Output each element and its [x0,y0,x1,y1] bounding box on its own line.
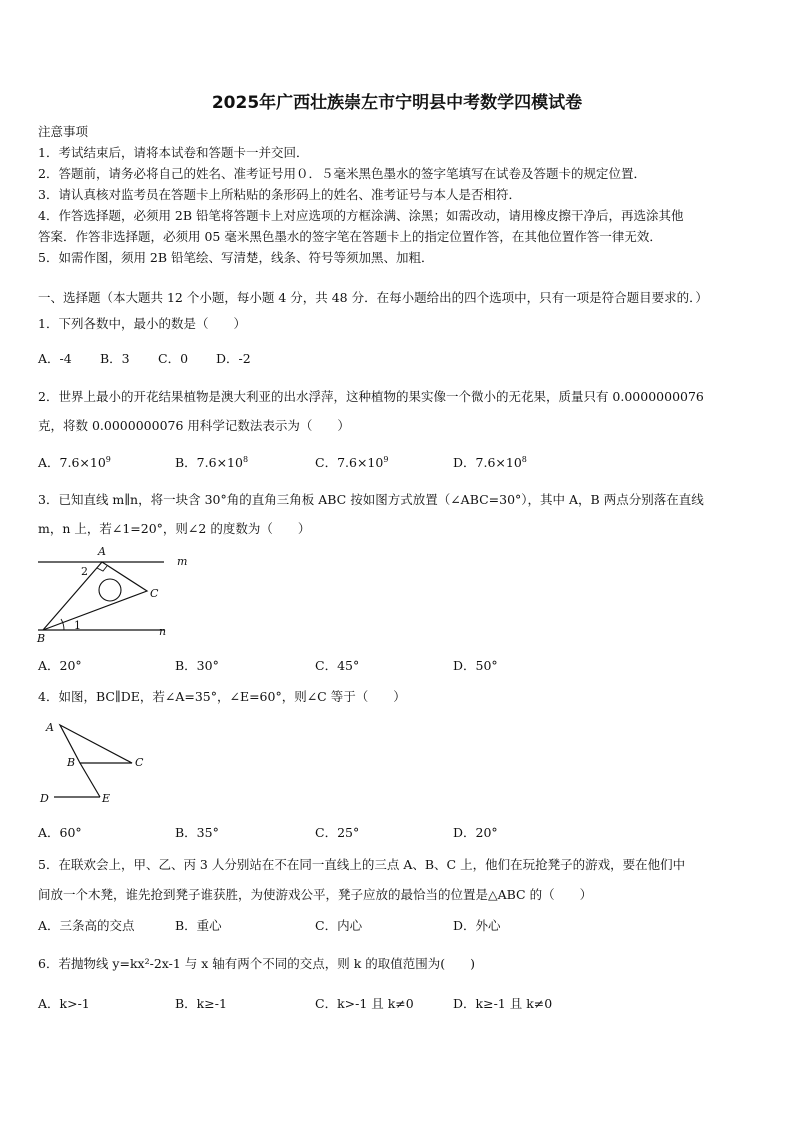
question-2-stem: 2．世界上最小的开花结果植物是澳大利亚的出水浮萍，这种植物的果实像一个微小的无花果，质量只有 0.0000000076 [38,389,704,404]
q6-option-b: B．k≥-1 [175,996,227,1011]
q3-option-c: C．45° [315,658,360,673]
q3-figure [34,545,204,645]
question-3-stem: m，n 上，若∠1=20°，则∠2 的度数为（ ） [38,521,311,536]
q3-option-a: A．20° [38,658,82,673]
q6-option-c: C．k>-1 且 k≠0 [315,996,414,1011]
label-d: D [40,792,49,805]
label-a: A [98,545,106,558]
q4-option-b: B．35° [175,825,219,840]
question-3-stem: 3．已知直线 m∥n，将一块含 30°角的直角三角板 ABC 按如图方式放置（∠ABC=30°），其中 A，B 两点分别落在直线 [38,492,704,507]
q3-option-d: D．50° [453,658,498,673]
q2-option-d: D．$7.6\times 10^8$ [453,454,527,470]
notice-item: 4．作答选择题，必须用 2B 铅笔将答题卡上对应选项的方框涂满、涂黑；如需改动，请用橡皮擦干净后，再选涂其他 [38,208,684,223]
q6-option-a: A．k>-1 [38,996,90,1011]
q4-option-a: A．60° [38,825,82,840]
notice-item: 答案．作答非选择题，必须用 05 毫米黑色墨水的签字笔在答题卡上的指定位置作答，在其他位置作答一律无效． [38,229,662,244]
question-2-stem: 克，将数 0.0000000076 用科学记数法表示为（ ） [38,418,350,433]
notice-item: 3．请认真核对监考员在答题卡上所粘贴的条形码上的姓名、准考证号与本人是否相符． [38,187,521,202]
question-5-stem: 5．在联欢会上，甲、乙、丙 3 人分别站在不在同一直线上的三点 A、B、C 上，他们在玩抢凳子的游戏，要在他们中 [38,857,686,872]
question-6-stem: 6．若抛物线 y=kx²-2x-1 与 x 轴有两个不同的交点，则 k 的取值范围为( ) [38,956,476,971]
notice-heading: 注意事项 [38,124,89,139]
label-n: n [159,625,167,638]
notice-item: 5．如需作图，须用 2B 铅笔绘、写清楚，线条、符号等须加黑、加粗． [38,250,434,265]
q5-option-a: A．三条高的交点 [38,918,135,933]
q1-option-b: B．3 [100,351,130,366]
question-5-stem: 间放一个木凳，谁先抢到凳子谁获胜，为使游戏公平，凳子应放的最恰当的位置是△ABC 的（ ） [38,887,593,902]
notice-item: 1．考试结束后，请将本试卷和答题卡一并交回． [38,145,309,160]
triangle-hole [99,579,121,601]
q5-option-c: C．内心 [315,918,363,933]
segment-be [80,763,100,797]
section-heading: 一、选择题（本大题共 12 个小题，每小题 4 分，共 48 分．在每小题给出的四个选项中，只有一项是符合题目要求的．） [38,290,708,305]
label-e: E [102,792,111,805]
q1-option-c: C．0 [158,351,189,366]
label-m: m [177,555,188,568]
triangle-abc [43,562,147,630]
notice-item: 2．答题前，请务必将自己的姓名、准考证号用０．５毫米黑色墨水的签字笔填写在试卷及答题卡的规定位置． [38,166,646,181]
question-1-stem: 1．下列各数中，最小的数是（ ） [38,316,246,331]
label-b: B [67,756,76,769]
page-title: 2025年广西壮族崇左市宁明县中考数学四模试卷 [211,93,583,113]
question-4-stem: 4．如图，BC∥DE，若∠A=35°，∠E=60°，则∠C 等于（ ） [38,689,406,704]
label-c: C [135,756,144,769]
q4-option-d: D．20° [453,825,498,840]
q2-option-b: B．$7.6\times 10^8$ [175,454,249,470]
q6-option-d: D．k≥-1 且 k≠0 [453,996,553,1011]
q5-option-b: B．重心 [175,918,222,933]
q5-option-d: D．外心 [453,918,501,933]
q4-option-c: C．25° [315,825,360,840]
label-c: C [150,587,159,600]
label-a: A [46,721,54,734]
q2-option-c: C．$7.6\times 10^9$ [315,454,389,470]
label-angle-2: 2 [81,565,88,578]
label-angle-1: 1 [74,619,81,632]
q1-option-d: D．-2 [216,351,251,366]
label-b: B [37,632,46,645]
q3-option-b: B．30° [175,658,219,673]
q2-option-a: A．$7.6\times 10^9$ [38,454,111,470]
angle-1-arc [61,619,64,630]
q4-figure [34,715,154,807]
q1-option-a: A．-4 [38,351,72,366]
